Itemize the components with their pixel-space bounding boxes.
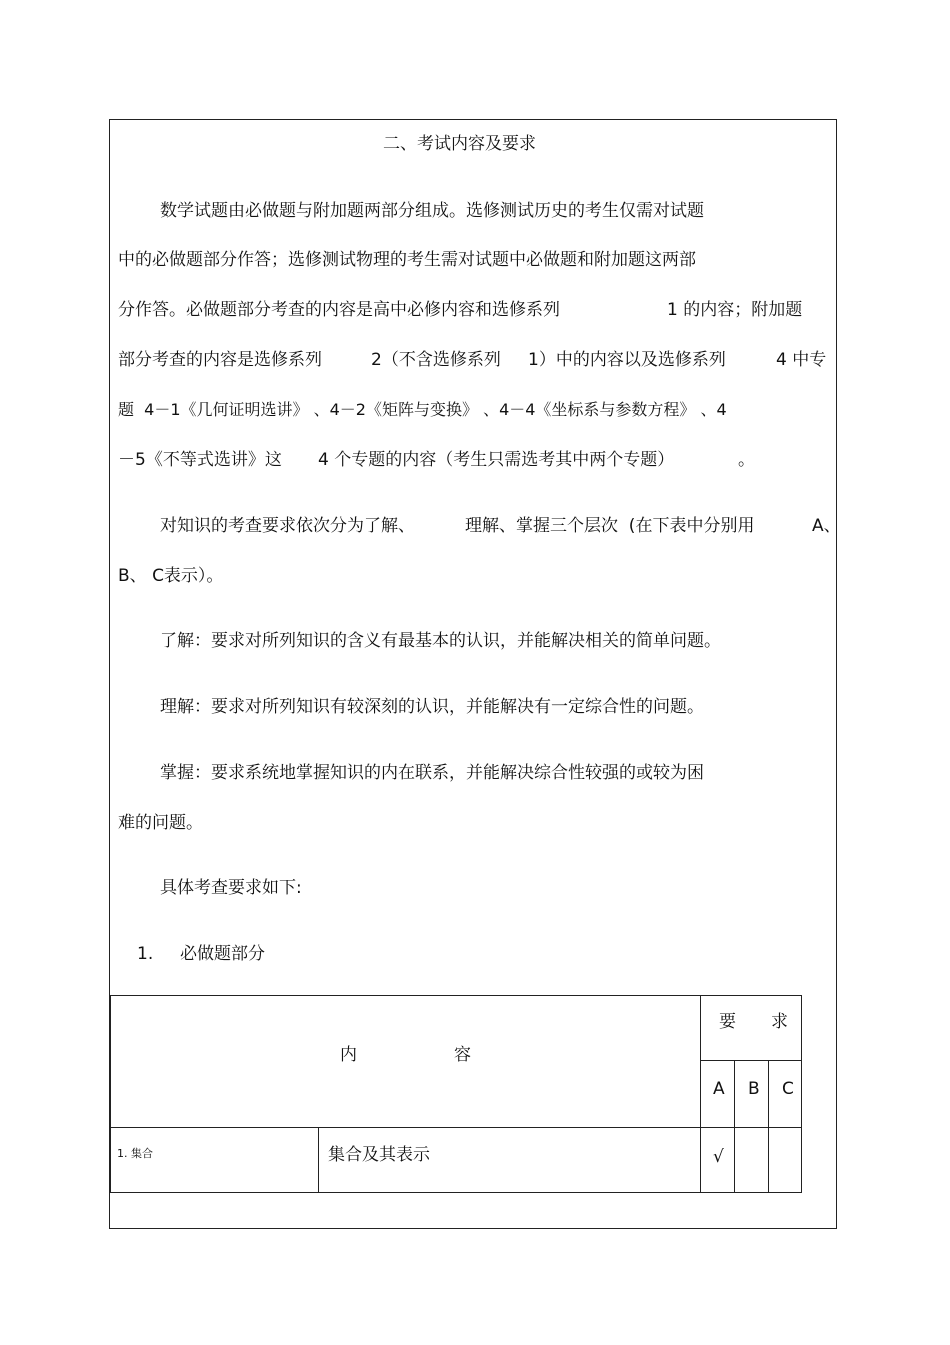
master-line-1: 掌握：要求系统地掌握知识的内在联系，并能解决综合性较强的或较为困 [160,763,704,783]
intro-line-4a: 部分考查的内容是选修系列 [118,350,322,370]
comprehend-paragraph: 理解：要求对所列知识有较深刻的认识，并能解决有一定综合性的问题。 [160,697,704,717]
part1-title: 必做题部分 [180,944,265,964]
intro-line-6b: 4 个专题的内容（考生只需选考其中两个专题） [318,450,675,470]
header-requirement-char-1: 要 [719,1012,736,1032]
levels-line-1c: A、 [812,516,841,536]
column-a-header: A [713,1079,725,1099]
header-requirement-char-2: 求 [771,1012,788,1032]
row-level-a-check: √ [713,1147,724,1167]
levels-line-1a: 对知识的考查要求依次分为了解、 [160,516,415,536]
intro-line-6c: 。 [738,450,755,470]
intro-line-2: 中的必做题部分作答；选修测试物理的考生需对试题中必做题和附加题这两部 [118,250,696,270]
intro-line-4c: 1）中的内容以及选修系列 [528,350,726,370]
requirements-table [110,995,802,1193]
row-item: 集合及其表示 [328,1145,430,1165]
intro-line-5: 题 4－1《几何证明选讲》 、4－2《矩阵与变换》 、4－4《坐标系与参数方程》 、4 [118,400,727,419]
specific-requirements: 具体考查要求如下: [160,878,302,898]
row-category: 1. 集合 [117,1147,153,1160]
master-line-2: 难的问题。 [118,813,203,833]
intro-line-3a: 分作答。必做题部分考查的内容是高中必修内容和选修系列 [118,300,560,320]
levels-line-1b: 理解、掌握三个层次 (在下表中分别用 [465,516,755,536]
levels-line-2: B、 C表示）。 [118,566,224,586]
intro-line-6a: －5《不等式选讲》这 [118,450,282,470]
intro-line-3b: 1 的内容；附加题 [667,300,803,320]
column-c-header: C [782,1079,794,1099]
header-content-char-1: 内 [340,1045,357,1065]
header-content-char-2: 容 [454,1045,471,1065]
intro-line-1: 数学试题由必做题与附加题两部分组成。选修测试历史的考生仅需对试题 [160,201,704,221]
understand-basic-paragraph: 了解：要求对所列知识的含义有最基本的认识，并能解决相关的简单问题。 [160,631,721,651]
section-title: 二、考试内容及要求 [383,134,536,154]
part1-number: 1. [137,944,154,964]
intro-line-4b: 2（不含选修系列 [371,350,501,370]
column-b-header: B [748,1079,760,1099]
intro-line-4d: 4 中专 [776,350,827,370]
